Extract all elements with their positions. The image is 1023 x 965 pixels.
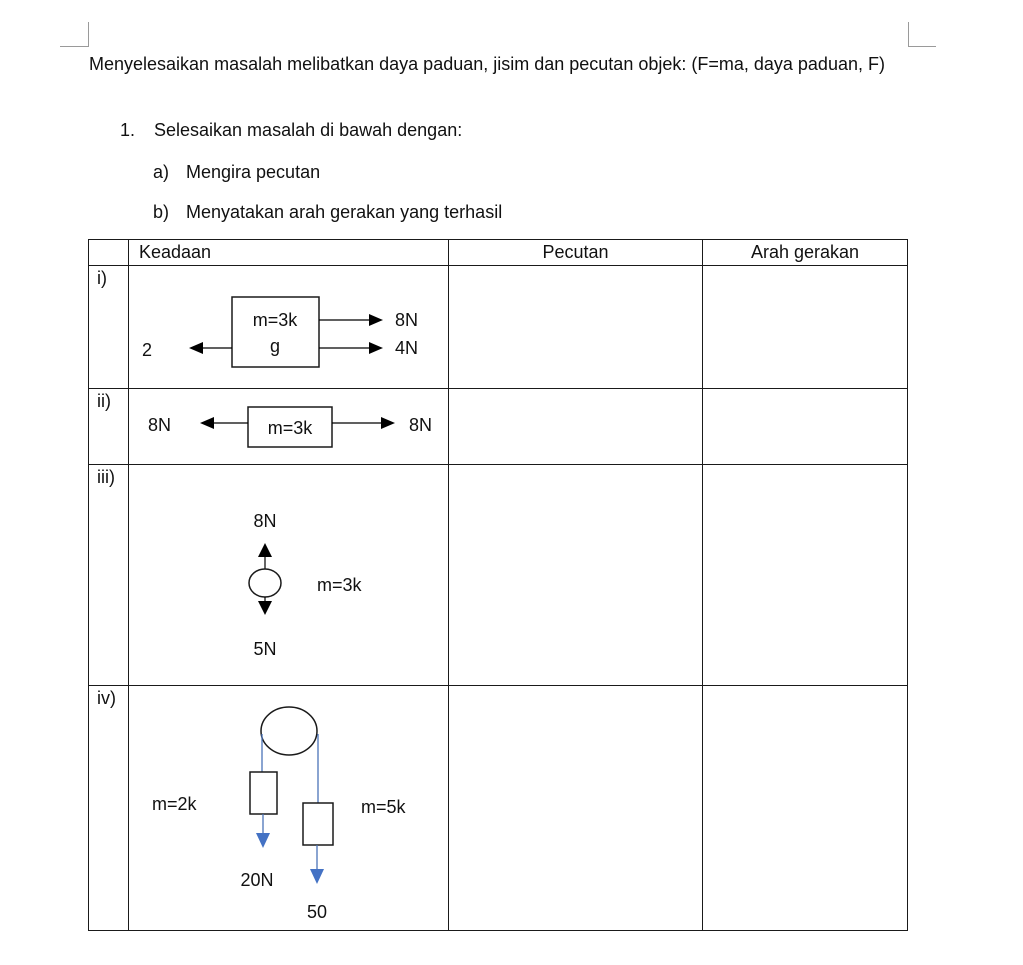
header-situation: Keadaan bbox=[129, 240, 449, 266]
table-row bbox=[89, 389, 908, 465]
direction-cell[interactable] bbox=[703, 465, 908, 686]
mass-label: m=3k bbox=[317, 575, 362, 595]
part-b-label: b) bbox=[153, 202, 170, 222]
page-corner-mark-left bbox=[60, 46, 89, 47]
diagram-cell bbox=[129, 266, 449, 389]
acceleration-cell[interactable] bbox=[449, 266, 703, 389]
force-diagram-ii bbox=[129, 389, 449, 464]
arrow-head-left-icon bbox=[200, 417, 214, 429]
diagram-cell bbox=[129, 686, 449, 931]
row-label-cell bbox=[89, 686, 129, 931]
mass-bottom-label: g bbox=[269, 336, 281, 356]
force-label-right-top: 8N bbox=[395, 310, 419, 330]
force-diagram-i bbox=[129, 266, 449, 388]
diagram-cell bbox=[129, 465, 449, 686]
part-b-text: Menyatakan arah gerakan yang terhasil bbox=[186, 202, 503, 222]
force-label-left: 2 bbox=[142, 340, 153, 360]
page-heading: Menyelesaikan masalah melibatkan daya paduan, jisim dan pecutan objek: (F=ma, daya paduan, F) bbox=[89, 54, 885, 74]
mass-block-left bbox=[250, 772, 277, 814]
diagram-cell bbox=[129, 389, 449, 465]
object-circle bbox=[249, 569, 281, 597]
problem-table bbox=[88, 239, 908, 931]
table-row bbox=[89, 465, 908, 686]
arrow-head-down-icon bbox=[310, 869, 324, 884]
arrow-head-down-icon bbox=[258, 601, 272, 615]
arrow-head-right-icon bbox=[381, 417, 395, 429]
mass-top-label: m=3k bbox=[252, 310, 298, 330]
direction-cell[interactable] bbox=[703, 389, 908, 465]
table-row bbox=[89, 686, 908, 931]
arrow-head-up-icon bbox=[258, 543, 272, 557]
part-a-text: Mengira pecutan bbox=[186, 162, 321, 182]
arrow-head-right-icon bbox=[369, 314, 383, 326]
row-label-cell bbox=[89, 465, 129, 686]
arrow-head-right-icon bbox=[369, 342, 383, 354]
right-mass-label: m=5k bbox=[361, 797, 406, 817]
row-label: iii) bbox=[97, 467, 115, 487]
page-corner-mark-right bbox=[908, 46, 936, 47]
row-label: i) bbox=[97, 268, 107, 288]
direction-cell[interactable] bbox=[703, 686, 908, 931]
row-label: ii) bbox=[97, 391, 111, 411]
arrow-head-down-icon bbox=[256, 833, 270, 848]
part-a-label: a) bbox=[153, 162, 170, 182]
force-label-right: 8N bbox=[409, 415, 433, 435]
page-corner-mark-right bbox=[908, 22, 909, 47]
arrow-head-left-icon bbox=[189, 342, 203, 354]
force-diagram-iii bbox=[129, 465, 449, 685]
pulley-wheel bbox=[261, 707, 317, 755]
row-label: iv) bbox=[97, 688, 116, 708]
direction-cell[interactable] bbox=[703, 266, 908, 389]
table-row bbox=[89, 266, 908, 389]
force-label-left: 20N bbox=[240, 870, 274, 890]
row-label-cell bbox=[89, 266, 129, 389]
table-header-row bbox=[89, 240, 908, 266]
acceleration-cell[interactable] bbox=[449, 389, 703, 465]
header-acceleration: Pecutan bbox=[449, 240, 703, 266]
question-text: Selesaikan masalah di bawah dengan: bbox=[154, 120, 463, 140]
left-mass-label: m=2k bbox=[152, 794, 197, 814]
page-corner-mark-left bbox=[88, 22, 89, 47]
force-label-right: 50 bbox=[306, 902, 328, 922]
mass-block-right bbox=[303, 803, 333, 845]
force-label-down: 5N bbox=[253, 639, 277, 659]
pulley-diagram-iv bbox=[129, 686, 449, 930]
header-direction: Arah gerakan bbox=[703, 240, 908, 266]
force-label-right-bottom: 4N bbox=[395, 338, 419, 358]
row-label-cell bbox=[89, 389, 129, 465]
force-label-left: 8N bbox=[148, 415, 172, 435]
header-label-cell bbox=[89, 240, 129, 266]
acceleration-cell[interactable] bbox=[449, 465, 703, 686]
force-label-up: 8N bbox=[253, 511, 277, 531]
acceleration-cell[interactable] bbox=[449, 686, 703, 931]
question-number: 1. bbox=[120, 120, 136, 140]
mass-label: m=3k bbox=[267, 418, 313, 438]
mass-box bbox=[232, 297, 319, 367]
